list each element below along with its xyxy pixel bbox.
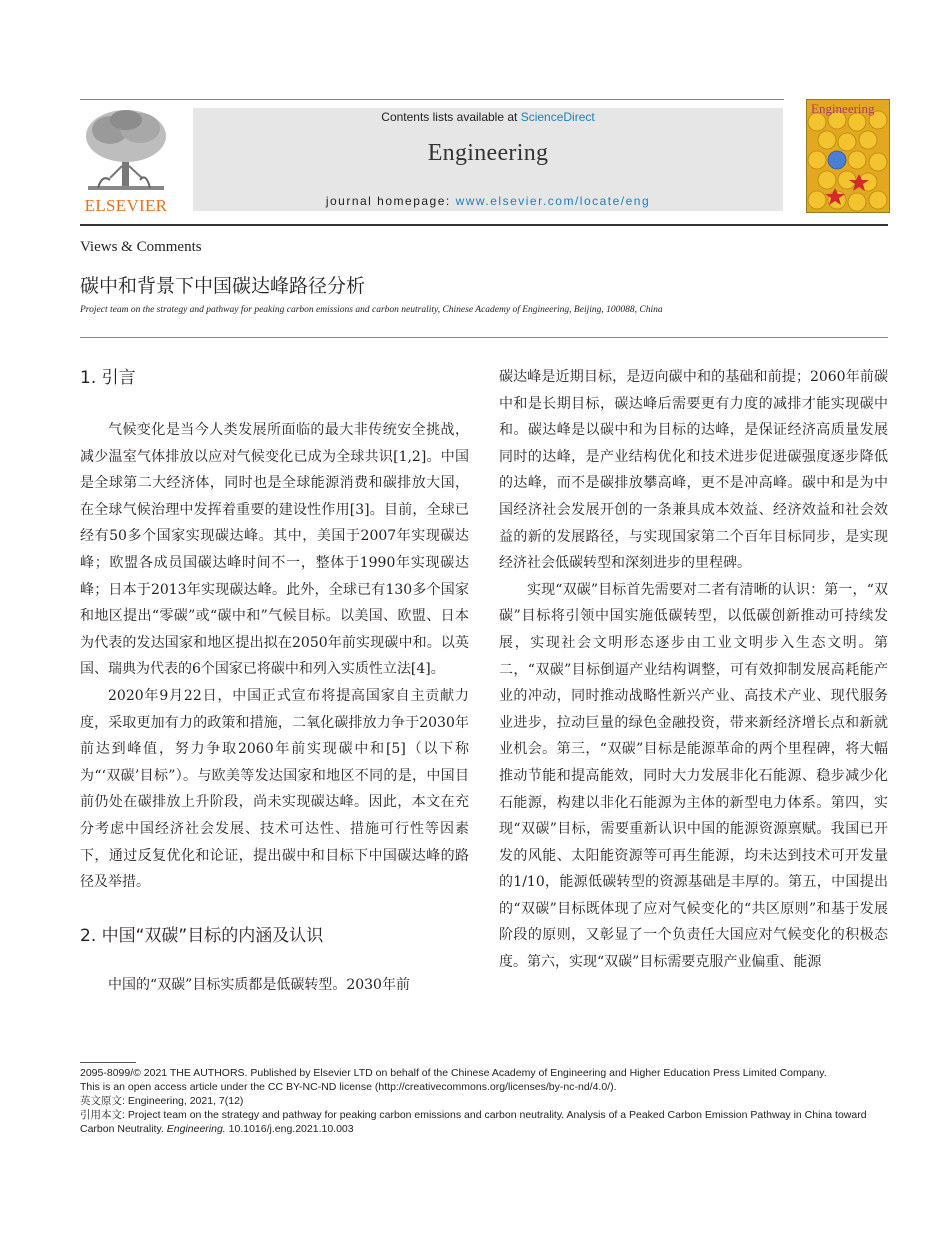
citation-text: 引用本文: Project team on the strategy and pathway for peaking carbon emissions and carbon neutrality. Analysis of a Peaked Carbon Emission Pathway in China toward Carbon Neutrality.: [80, 1109, 867, 1135]
body-paragraph-2: 2020年9月22日，中国正式宣布将提高国家自主贡献力度，采取更加有力的政策和措施，二氧化碳排放力争于2030年前达到峰值，努力争取2060年前实现碳中和[5]（以下称为“‘双碳’目标”）。与欧美等发达国家和地区不同的是，中国目前仍处在碳排放上升阶段，尚未实现碳达峰。因此，本文在充分考虑中国经济社会发展、技术可达性、措施可行性等因素下，通过反复优化和论证，提出碳中和目标下中国碳达峰的路径及举措。: [80, 687, 469, 891]
journal-masthead: [193, 108, 783, 211]
article-section-type: Views & Comments: [80, 239, 202, 255]
cover-title: Engineering: [811, 101, 875, 116]
section-1-heading: 1. 引言: [80, 368, 136, 388]
body-paragraph-5: 实现“双碳”目标首先需要对二者有清晰的认识：第一，“双碳”目标将引领中国实施低碳转型，以低碳创新推动可持续发展，实现社会文明形态逐步由工业文明步入生态文明。第二，“双碳”目标倒逼产业结构调整，可有效抑制发展高耗能产业的冲动，同时推动战略性新兴产业、高技术产业、现代服务业进步，拉动巨量的绿色金融投资，带来新经济增长点和新就业机会。第三，“双碳”目标是能源革命的两个里程碑，将大幅推动节能和提高能效，同时大力发展非化石能源、稳步减少化石能源，构建以非化石能源为主体的新型电力体系。第四，实现“双碳”目标，需要重新认识中国的能源资源禀赋。我国已开发的风能、太阳能资源等可再生能源，均未达到技术可开发量的1/10，能源低碳转型的资源基础是丰厚的。第五，中国提出的“双碳”目标既体现了应对气候变化的“共区原则”和基于发展阶段的原则，又彰显了一个负责任大国应对气候变化的积极态度。第六，实现“双碳”目标需要克服产业偏重、能源: [499, 581, 888, 971]
cover-emoji-pattern: [807, 100, 889, 212]
body-paragraph-4: 碳达峰是近期目标，是迈向碳中和的基础和前提；2060年前碳中和是长期目标，碳达峰后需要更有力度的减排才能实现碳中和。碳达峰是以碳中和为目标的达峰，是保证经济高质量发展同时的达峰，是产业结构优化和技术进步促进碳强度逐步降低的达峰，而不是碳排放攀高峰，更不是冲高峰。碳中和是为中国经济社会发展开创的一条兼具成本效益、经济效益和社会效益的新的发展路径，与实现国家第二个百年目标同步，是实现经济社会低碳转型和深刻进步的里程碑。: [499, 369, 888, 572]
license-line: This is an open access article under the CC BY-NC-ND license (http://creativecommons.org/licenses/by-nc-nd/4.0/).: [80, 1081, 617, 1093]
citation-doi: 10.1016/j.eng.2021.10.003: [225, 1123, 354, 1135]
original-source-line: 英文原文: Engineering, 2021, 7(12): [80, 1095, 244, 1107]
article-title: 碳中和背景下中国碳达峰路径分析: [80, 275, 366, 297]
section-2-heading: 2. 中国“双碳”目标的内涵及认识: [80, 925, 324, 946]
homepage-line: [193, 194, 783, 208]
body-column-right: [499, 364, 888, 976]
citation-line: [80, 1108, 890, 1136]
top-rule: [80, 99, 784, 100]
copyright-line: 2095-8099/© 2021 THE AUTHORS. Published by Elsevier LTD on behalf of the Chinese Academy of Engineering and Higher Education Press Limited Company.: [80, 1067, 827, 1079]
author-affiliation: Project team on the strategy and pathway for peaking carbon emissions and carbon neutrality, Chinese Academy of Engineering, Beijing, 100088, China: [80, 305, 663, 315]
head-rule: [80, 337, 888, 338]
body-paragraph-1: 气候变化是当今人类发展所面临的最大非传统安全挑战，减少温室气体排放以应对气候变化已成为全球共识[1,2]。中国是全球第二大经济体，同时也是全球能源消费和碳排放大国，在全球气候治理中发挥着重要的建设性作用[3]。目前，全球已经有50多个国家实现碳达峰。其中，美国于2007年实现碳达峰；欧盟各成员国碳达峰时间不一，整体于1990年实现碳达峰；日本于2013年实现碳达峰。此外，全球已有130多个国家和地区提出“零碳”或“碳中和”气候目标。以美国、欧盟、日本为代表的发达国家和地区提出拟在2050年前实现碳中和。以英国、瑞典为代表的6个国家已将碳中和列入实质性立法[4]。: [80, 422, 469, 678]
journal-cover-image: [806, 99, 890, 213]
footnote-rule: [80, 1062, 136, 1063]
citation-journal: Engineering.: [166, 1123, 226, 1135]
elsevier-tree-icon: [80, 108, 172, 194]
contents-line: [193, 110, 783, 124]
header-rule: [80, 224, 888, 226]
homepage-prefix: journal homepage:: [325, 194, 456, 208]
body-paragraph-3: 中国的“双碳”目标实质都是低碳转型。2030年前: [108, 976, 410, 993]
homepage-link[interactable]: www.elsevier.com/locate/eng: [455, 194, 651, 208]
contents-prefix: Contents lists available at: [381, 110, 521, 124]
body-column-left: [80, 364, 469, 998]
elsevier-logo: [80, 108, 172, 215]
journal-title: Engineering: [427, 140, 549, 166]
footer-notes: [80, 1066, 890, 1136]
publisher-name: ELSEVIER: [84, 196, 168, 215]
sciencedirect-link[interactable]: ScienceDirect: [520, 110, 595, 124]
